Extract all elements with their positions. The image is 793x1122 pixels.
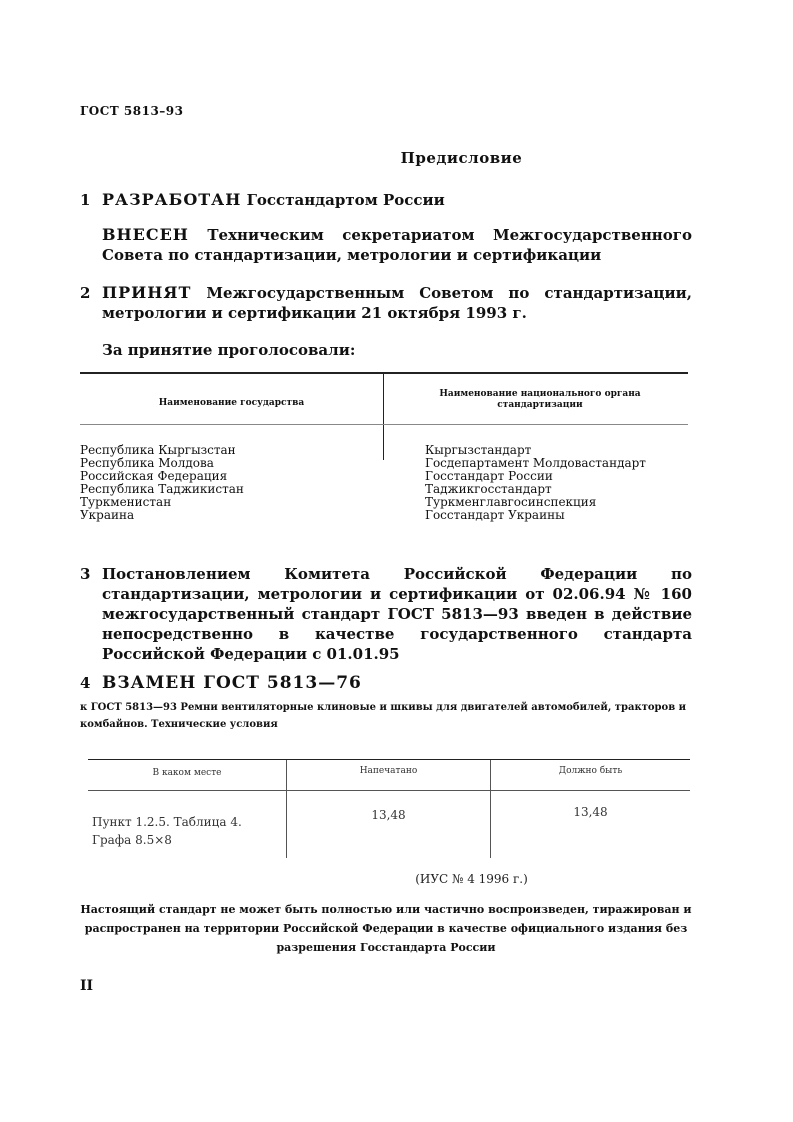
table1-body: Госдепартамент Молдовастандарт [425, 456, 646, 470]
table1-state: Российская Федерация [80, 469, 228, 483]
table1-header-state: Наименование государства [158, 398, 305, 408]
section-4-text: ВЗАМЕН ГОСТ 5813—76 [102, 673, 362, 693]
section-3-text: Постановлением Комитета Российской Федерации по стандартизации, метрологии и сертификации от 02.06.94 № 160 межгосударственный стандарт ГОСТ 5813—93 введен в действие непосредственно в качестве государственного стандарта Российской Федерации с 01.01.95 [102, 565, 692, 663]
table1-bodies [425, 444, 646, 522]
copyright-notice: Настоящий стандарт не может быть полностью или частично воспроизведен, тиражирован и распространен на территории Российской Федерации в качестве официального издания без разрешения Госстандарта России [80, 903, 692, 954]
section-2-text: Межгосударственным Советом по стандартизации, метрологии и сертификации 21 октября 1993 г. [102, 284, 692, 322]
table1-body: Госстандарт России [425, 469, 553, 483]
ius-reference: (ИУС № 4 1996 г.) [415, 872, 528, 886]
table2-cell-printed: 13,48 [371, 808, 406, 822]
table1-header-rule [80, 424, 688, 425]
page-number: II [80, 978, 94, 994]
table2-cell-place: Пункт 1.2.5. Таблица 4. Графа 8.5×8 [92, 815, 242, 847]
table2-top-rule [88, 759, 690, 760]
table1-state: Украина [80, 508, 135, 522]
section-1b-keyword: ВНЕСЕН [102, 225, 189, 244]
table1-state: Республика Молдова [80, 456, 214, 470]
table1-column-divider [383, 374, 384, 460]
section-2-number: 2 [80, 284, 91, 302]
table1-body: Таджикгосстандарт [425, 482, 552, 496]
voted-text: За принятие проголосовали: [102, 341, 356, 359]
table1-top-rule [80, 372, 688, 374]
table1-body: Кыргызстандарт [425, 443, 532, 457]
section-3-number: 3 [80, 565, 91, 583]
table1-state: Туркменистан [80, 495, 172, 509]
amendment-note: к ГОСТ 5813—93 Ремни вентиляторные клиновые и шкивы для двигателей автомобилей, тракторов и комбайнов. Технические условия [80, 702, 687, 730]
table1-state: Республика Кыргызстан [80, 443, 236, 457]
document-header: ГОСТ 5813–93 [80, 104, 184, 118]
section-1b-text: Техническим секретариатом Межгосударственного Совета по стандартизации, метрологии и сертификации [102, 226, 692, 264]
section-1-text: Госстандартом России [246, 191, 445, 209]
section-2-keyword: ПРИНЯТ [102, 283, 192, 302]
section-1-keyword: РАЗРАБОТАН [102, 190, 242, 209]
table1-state: Республика Таджикистан [80, 482, 244, 496]
table1-body: Госстандарт Украины [425, 508, 565, 522]
table1-states [80, 444, 244, 522]
table1-header-body: Наименование национального органа стандартизации [439, 389, 641, 410]
table2-header-place: В каком месте [152, 768, 222, 778]
page-title: Предисловие [400, 149, 523, 167]
table1-body: Туркменглавгосинспекция [425, 495, 597, 509]
table2-header-rule [88, 790, 690, 791]
table2-cell-should-be: 13,48 [573, 805, 608, 819]
table2-header-printed: Напечатано [359, 766, 418, 776]
section-1-number: 1 [80, 191, 91, 209]
table2-header-should-be: Должно быть [558, 766, 623, 776]
section-4-number: 4 [80, 674, 91, 692]
